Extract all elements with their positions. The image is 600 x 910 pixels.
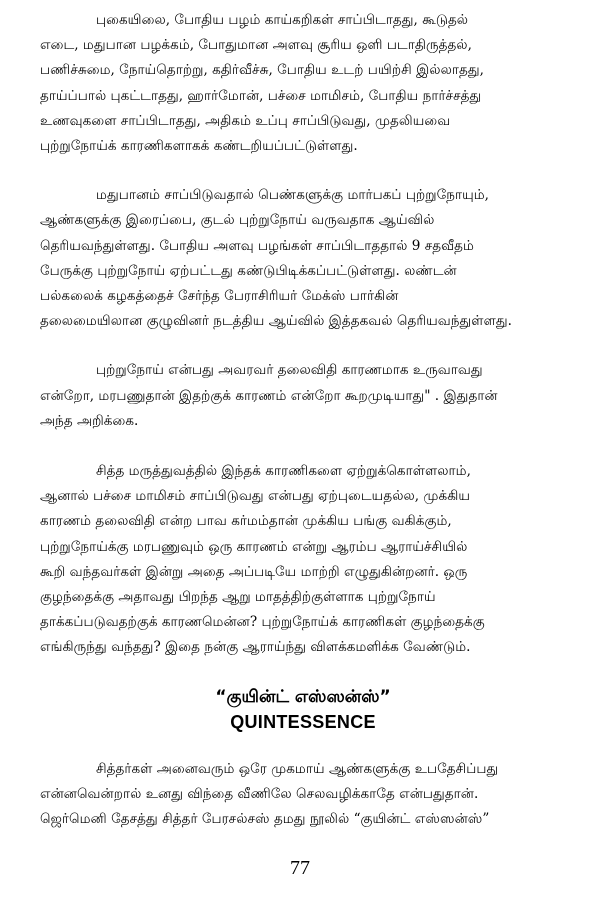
text-line: அந்த அறிக்கை. [40, 412, 139, 429]
text-line: காரணம் தலைவிதி என்ற பாவ கர்மம்தான் முக்கிய பங்கு வகிக்கும், [40, 513, 452, 530]
text-line: எடை, மதுபான பழக்கம், போதுமான அளவு சூரிய ஒளி படாதிருத்தல், [40, 37, 472, 54]
paragraph-alcohol-study [40, 183, 566, 334]
text-line: என்னவென்றால் உனது விந்தை வீணிலே செலவழிக்காதே என்பதுதான். [40, 785, 479, 802]
text-line: என்றோ, மரபணுதான் இதற்குக் காரணம் என்றோ கூறமுடியாது" . இதுதான் [40, 387, 498, 404]
text-line: புற்றுநோய் என்பது அவரவர் தலைவிதி காரணமாக உருவாவது [96, 362, 483, 379]
text-line: சித்தர்கள் அனைவரும் ஒரே முகமாய் ஆண்களுக்கு உபதேசிப்பது [96, 760, 499, 777]
text-line: உணவுகளை சாப்பிடாதது, அதிகம் உப்பு சாப்பிடுவது, முதலியவை [40, 112, 451, 129]
text-line: பல்கலைக் கழகத்தைச் சேர்ந்த பேராசிரியர் மேக்ஸ் பார்கின் [40, 288, 399, 305]
text-line: கூறி வந்தவர்கள் இன்று அதை அப்படியே மாற்றி எழுதுகின்றனர். ஒரு [40, 563, 468, 580]
paragraph-report-quote [40, 358, 566, 434]
text-line: புற்றுநோய்க் காரணிகளாகக் கண்டறியப்பட்டுள்ளது. [40, 138, 358, 155]
text-line: பணிச்சுமை, நோய்தொற்று, கதிர்வீச்சு, போதிய உடற் பயிற்சி இல்லாதது, [40, 62, 484, 79]
text-line: ஆண்களுக்கு இரைப்பை, குடல் புற்றுநோய் வருவதாக ஆய்வில் [40, 212, 435, 229]
paragraph-siddhars-teaching [40, 757, 566, 833]
text-line: தெரியவந்துள்ளது. போதிய அளவு பழங்கள் சாப்பிடாததால் 9 சதவீதம் [40, 237, 474, 254]
text-line: ஜெர்மெனி தேசத்து சித்தர் பேரசல்சஸ் தமது நூலில் “குயின்ட் எஸ்ஸன்ஸ்” [40, 811, 490, 828]
text-line: சித்த மருத்துவத்தில் இந்தக் காரணிகளை ஏற்றுக்கொள்ளலாம், [96, 463, 471, 480]
text-line: பேருக்கு புற்றுநோய் ஏற்பட்டது கண்டுபிடிக்கப்பட்டுள்ளது. லண்டன் [40, 262, 457, 279]
text-line: ஆனால் பச்சை மாமிசம் சாப்பிடுவது என்பது ஏற்புடையதல்ல, முக்கிய [40, 488, 470, 505]
page-number: 77 [290, 857, 310, 879]
text-line: எங்கிருந்து வந்தது? இதை நன்கு ஆராய்ந்து விளக்கமளிக்க வேண்டும். [40, 639, 471, 656]
text-line: தாக்கப்படுவதற்குக் காரணமென்ன? புற்றுநோய்க் காரணிகள் குழந்தைக்கு [40, 614, 485, 631]
text-line: குழந்தைக்கு அதாவது பிறந்த ஆறு மாதத்திற்குள்ளாக புற்றுநோய் [40, 589, 436, 606]
text-line: தாய்ப்பால் புகட்டாதது, ஹார்மோன், பச்சை மாமிசம், போதிய நார்ச்சத்து [40, 87, 482, 104]
paragraph-siddha-view [40, 459, 566, 661]
paragraph-cancer-factors [40, 8, 566, 159]
section-heading-tamil: “குயின்ட் எஸ்ஸன்ஸ்” [215, 686, 391, 707]
text-line: மதுபானம் சாப்பிடுவதால் பெண்களுக்கு மார்பகப் புற்றுநோயும், [96, 187, 489, 204]
text-line: தலைமையிலான குழுவினர் நடத்திய ஆய்வில் இத்தகவல் தெரியவந்துள்ளது. [40, 313, 512, 330]
text-line: புகையிலை, போதிய பழம் காய்கறிகள் சாப்பிடாதது, கூடுதல் [96, 12, 469, 28]
section-heading-english: QUINTESSENCE [230, 711, 376, 732]
text-line: புற்றுநோய்க்கு மரபணுவும் ஒரு காரணம் என்று ஆரம்ப ஆராய்ச்சியில் [40, 538, 468, 555]
